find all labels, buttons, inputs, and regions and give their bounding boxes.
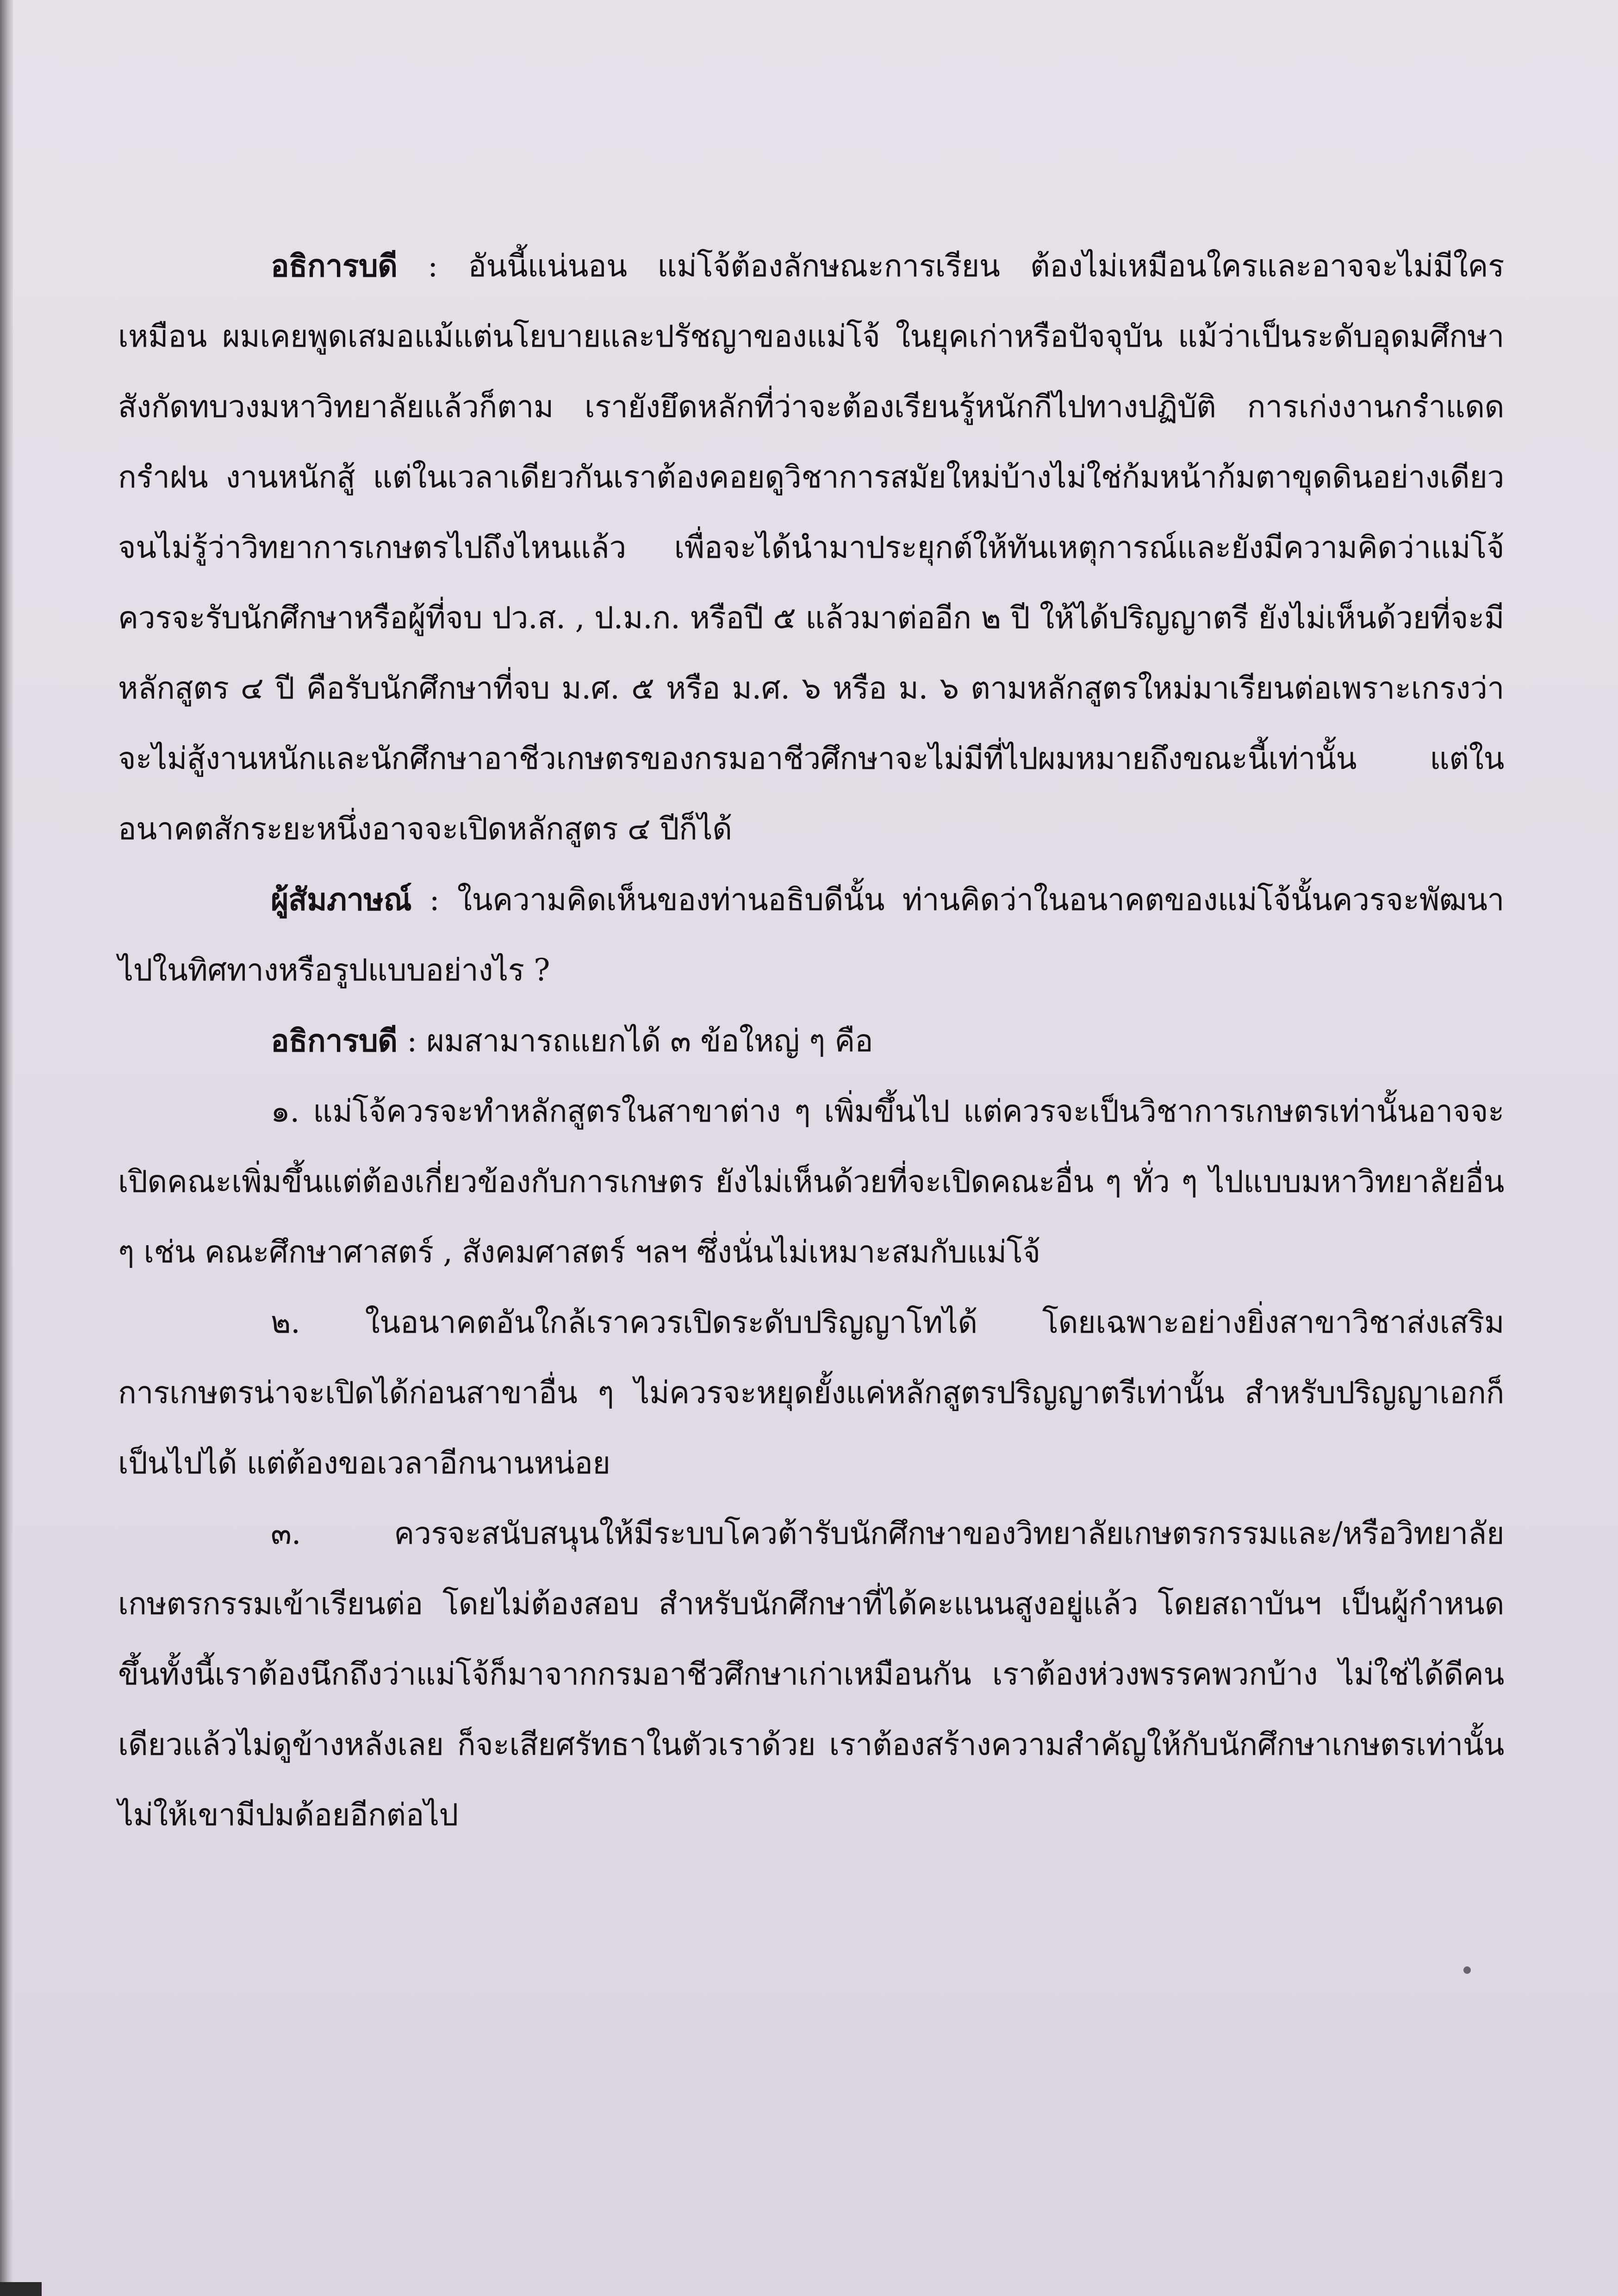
speaker-label: อธิการบดี [271,248,398,284]
list-item-3 [118,1498,1504,1850]
paragraph-rector-answer-1 [118,231,1504,864]
paragraph-text: ผมสามารถแยกได้ ๓ ข้อใหญ่ ๆ คือ [426,1023,873,1059]
paragraph-text: ในความคิดเห็นของท่านอธิบดีนั้น ท่านคิดว่าในอนาคตของแม่โจ้นั้นควรจะพัฒนาไปในทิศทางหรือรูปแบบอย่างไร ? [118,882,1504,988]
speaker-label: อธิการบดี [271,1023,398,1059]
scan-corner-shadow [0,2282,42,2296]
paragraph-text: ๑. แม่โจ้ควรจะทำหลักสูตรในสาขาต่าง ๆ เพิ่มขึ้นไป แต่ควรจะเป็นวิชาการเกษตรเท่านั้นอาจจะเปิดคณะเพิ่มขึ้นแต่ต้องเกี่ยวข้องกับการเกษตร ยังไม่เห็นด้วยที่จะเปิดคณะอื่น ๆ ทั่ว ๆ ไปแบบมหาวิทยาลัยอื่น ๆ เช่น คณะศึกษาศาสตร์ , สังคมศาสตร์ ฯลฯ ซึ่งนั่นไม่เหมาะสมกับแม่โจ้ [118,1093,1504,1270]
speaker-separator: : [411,882,457,917]
scan-speck [1463,1966,1471,1974]
speaker-label: ผู้สัมภาษณ์ [271,881,412,917]
list-item-2 [118,1287,1504,1498]
paragraph-interviewer-question [118,864,1504,1005]
speaker-separator: : [397,1023,427,1059]
paragraph-text: ๒. ในอนาคตอันใกล้เราควรเปิดระดับปริญญาโทได้ โดยเฉพาะอย่างยิ่งสาขาวิชาส่งเสริมการเกษตรน่าจะเปิดได้ก่อนสาขาอื่น ๆ ไม่ควรจะหยุดยั้งแค่หลักสูตรปริญญาตรีเท่านั้น สำหรับปริญญาเอกก็เป็นไปได้ แต่ต้องขอเวลาอีกนานหน่อย [118,1304,1504,1481]
page-spine-shadow [0,0,13,2296]
paragraph-text: อันนี้แน่นอน แม่โจ้ต้องลักษณะการเรียน ต้องไม่เหมือนใครและอาจจะไม่มีใครเหมือน ผมเคยพูดเสมอแม้แต่นโยบายและปรัชญาของแม่โจ้ ในยุคเก่าหรือปัจจุบัน แม้ว่าเป็นระดับอุดมศึกษาสังกัดทบวงมหาวิทยาลัยแล้วก็ตาม เรายังยึดหลักที่ว่าจะต้องเรียนรู้หนักกีไปทางปฏิบัติ การเก่งงานกรำแดด กรำฝน งานหนักสู้ แต่ในเวลาเดียวกันเราต้องคอยดูวิชาการสมัยใหม่บ้างไม่ใช่ก้มหน้าก้มตาขุดดินอย่างเดียวจนไม่รู้ว่าวิทยาการเกษตรไปถึงไหนแล้ว เพื่อจะได้นำมาประยุกต์ให้ทันเหตุการณ์และยังมีความคิดว่าแม่โจ้ควรจะรับนักศึกษาหรือผู้ที่จบ ปว.ส. , ป.ม.ก. หรือปี ๕ แล้วมาต่ออีก ๒ ปี ให้ได้ปริญญาตรี ยังไม่เห็นด้วยที่จะมีหลักสูตร ๔ ปี คือรับนักศึกษาที่จบ ม.ศ. ๕ หรือ ม.ศ. ๖ หรือ ม. ๖ ตามหลักสูตรใหม่มาเรียนต่อเพราะเกรงว่าจะไม่สู้งานหนักและนักศึกษาอาชีวเกษตรของกรมอาชีวศึกษาจะไม่มีที่ไปผมหมายถึงขณะนี้เท่านั้น แต่ในอนาคตสักระยะหนึ่งอาจจะเปิดหลักสูตร ๔ ปีก็ได้ [118,248,1504,847]
list-item-1 [118,1076,1504,1287]
speaker-separator: : [397,248,468,284]
paragraph-text: ๓. ควรจะสนับสนุนให้มีระบบโควต้ารับนักศึกษาของวิทยาลัยเกษตรกรรมและ/หรือวิทยาลัยเกษตรกรรมเข้าเรียนต่อ โดยไม่ต้องสอบ สำหรับนักศึกษาที่ได้คะแนนสูงอยู่แล้ว โดยสถาบันฯ เป็นผู้กำหนดขึ้นทั้งนี้เราต้องนึกถึงว่าแม่โจ้ก็มาจากกรมอาชีวศึกษาเก่าเหมือนกัน เราต้องห่วงพรรคพวกบ้าง ไม่ใช่ได้ดีคนเดียวแล้วไม่ดูข้างหลังเลย ก็จะเสียศรัทธาในตัวเราด้วย เราต้องสร้างความสำคัญให้กับนักศึกษาเกษตรเท่านั้น ไม่ให้เขามีปมด้อยอีกต่อไป [118,1516,1504,1833]
document-body [118,231,1504,1850]
paragraph-rector-answer-2 [118,1005,1504,1076]
